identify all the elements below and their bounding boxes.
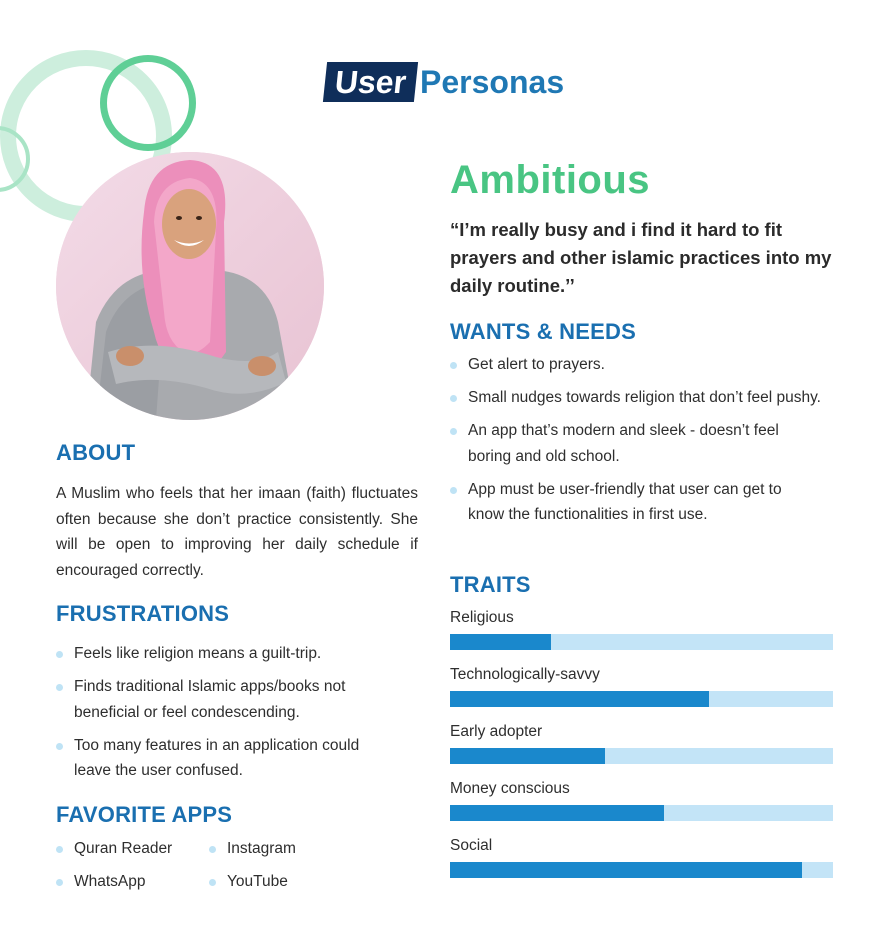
persona-name: Ambitious <box>450 158 651 202</box>
frustrations-list <box>56 641 396 791</box>
list-item: App must be user-friendly that user can get to know the functionalities in first use. <box>450 477 822 528</box>
wants-needs-list <box>450 352 822 535</box>
trait-bar-money-conscious <box>450 805 833 821</box>
wants-needs-heading: WANTS & NEEDS <box>450 319 636 344</box>
trait-bar-fill <box>450 862 802 878</box>
title-highlight: User <box>323 62 418 102</box>
trait-label-money-conscious: Money conscious <box>450 780 570 797</box>
traits-heading: TRAITS <box>450 572 531 597</box>
persona-illustration <box>56 152 324 420</box>
list-item: Feels like religion means a guilt-trip. <box>56 641 396 667</box>
frustrations-heading: FRUSTRATIONS <box>56 601 230 626</box>
favorite-apps-heading: FAVORITE APPS <box>56 802 233 827</box>
trait-bar-tech-savvy <box>450 691 833 707</box>
trait-bar-fill <box>450 805 664 821</box>
trait-bar-fill <box>450 748 605 764</box>
trait-bar-fill <box>450 691 709 707</box>
favorite-app-item: Quran Reader <box>56 836 172 862</box>
trait-label-early-adopter: Early adopter <box>450 723 543 740</box>
trait-label-tech-savvy: Technologically-savvy <box>450 666 600 683</box>
list-item: An app that’s modern and sleek - doesn’t feel boring and old school. <box>450 418 822 469</box>
list-item: Finds traditional Islamic apps/books not beneficial or feel condescending. <box>56 674 396 725</box>
list-item: Get alert to prayers. <box>450 352 822 378</box>
list-item: Too many features in an application could leave the user confused. <box>56 733 396 784</box>
trait-bar-fill <box>450 634 551 650</box>
persona-quote: “I’m really busy and i find it hard to fit prayers and other islamic practices into my daily routine.’’ <box>450 219 832 296</box>
page-title <box>0 62 889 102</box>
persona-photo <box>56 152 324 420</box>
trait-bar-social <box>450 862 833 878</box>
title-rest: Personas <box>420 64 565 100</box>
about-text: A Muslim who feels that her imaan (faith) fluctuates often because she don’t practice consistently. She will be open to improving her daily schedule if encouraged correctly. <box>56 485 418 579</box>
favorite-app-item: Instagram <box>209 836 296 862</box>
favorite-app-item: WhatsApp <box>56 869 146 895</box>
trait-bar-early-adopter <box>450 748 833 764</box>
trait-label-religious: Religious <box>450 609 514 626</box>
trait-label-social: Social <box>450 837 493 854</box>
favorite-app-item: YouTube <box>209 869 288 895</box>
list-item: Small nudges towards religion that don’t feel pushy. <box>450 385 822 411</box>
trait-bar-religious <box>450 634 833 650</box>
about-heading: ABOUT <box>56 440 136 465</box>
